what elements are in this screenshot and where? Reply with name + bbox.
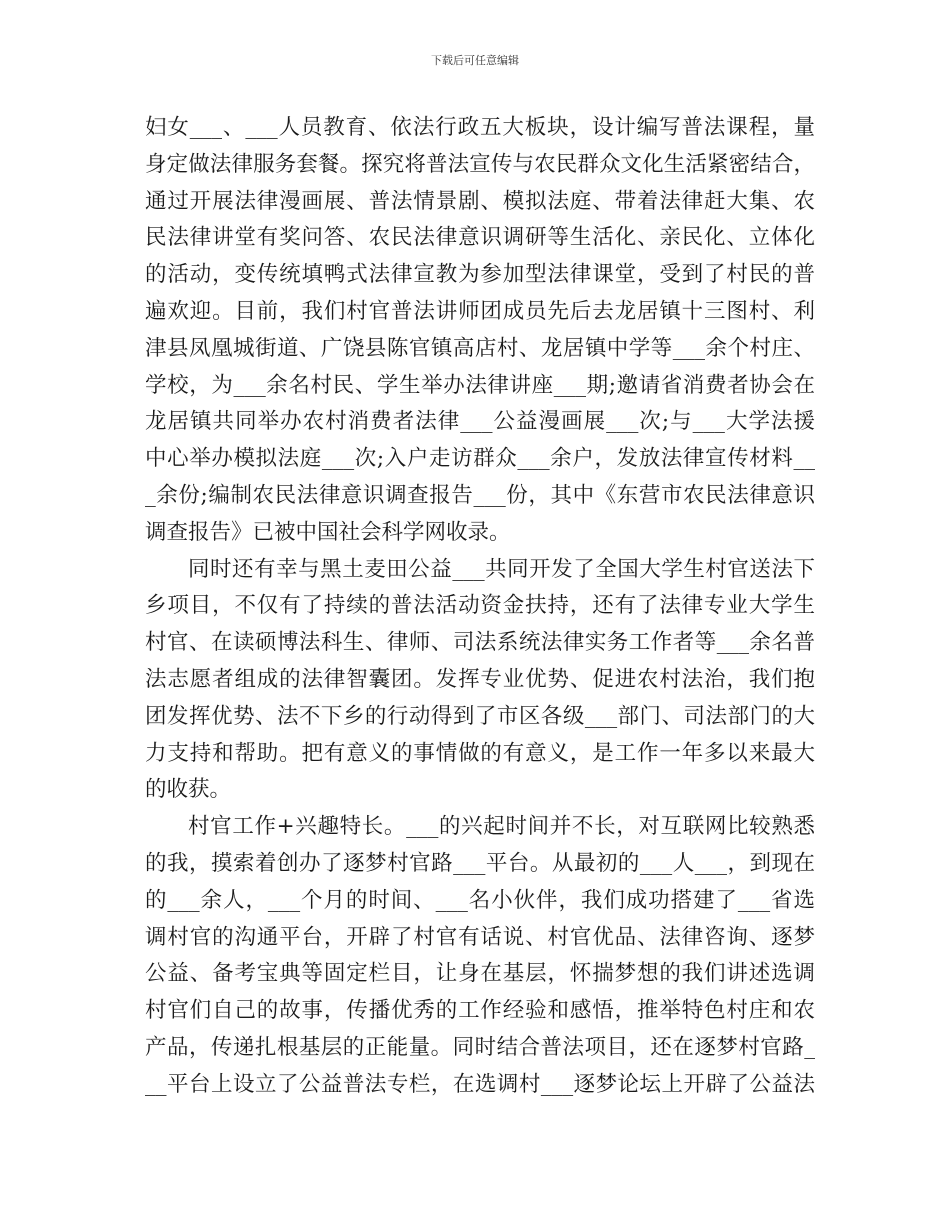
page-header: 下载后可任意编辑: [431, 54, 519, 67]
text-line: 通过开展法律漫画展、普法情景剧、模拟法庭、带着法律赶大集、农: [145, 188, 815, 214]
text-line: 法志愿者组成的法律智囊团。发挥专业优势、促进农村法治，我们抱: [145, 666, 815, 692]
text-line: 团发挥优势、法不下乡的行动得到了市区各级___部门、司法部门的大: [145, 703, 815, 729]
text-line: 产品，传递扎根基层的正能量。同时结合普法项目，还在逐梦村官路_: [145, 1034, 815, 1060]
text-line: 同时还有幸与黑土麦田公益___共同开发了全国大学生村官送法下: [188, 556, 815, 582]
text-line: 身定做法律服务套餐。探究将普法宣传与农民群众文化生活紧密结合，: [145, 151, 815, 177]
text-line: 村官们自己的故事，传播优秀的工作经验和感悟，推举特色村庄和农: [145, 998, 815, 1024]
text-line: 中心举办模拟法庭___次;入户走访群众___余户，发放法律宣传材料__: [145, 446, 815, 472]
text-line: 遍欢迎。目前，我们村官普法讲师团成员先后去龙居镇十三图村、利: [145, 298, 815, 324]
text-line: 公益、备考宝典等固定栏目，让身在基层，怀揣梦想的我们讲述选调: [145, 961, 815, 987]
text-line: __平台上设立了公益普法专栏，在选调村___逐梦论坛上开辟了公益法: [145, 1071, 815, 1097]
text-line: _余份;编制农民法律意识调查报告___份，其中《东营市农民法律意识: [145, 482, 815, 508]
text-line: 龙居镇共同举办农村消费者法律___公益漫画展___次;与___大学法援: [145, 409, 815, 435]
text-line: 调查报告》已被中国社会科学网收录。: [145, 519, 511, 545]
text-line: 的活动，变传统填鸭式法律宣教为参加型法律课堂，受到了村民的普: [145, 262, 815, 288]
text-line: 民法律讲堂有奖问答、农民法律意识调研等生活化、亲民化、立体化: [145, 225, 815, 251]
text-line: 村官、在读硕博法科生、律师、司法系统法律实务工作者等___余名普: [145, 630, 815, 656]
text-line: 的___余人，___个月的时间、___名小伙伴，我们成功搭建了___省选: [145, 887, 815, 913]
text-line: 村官工作+兴趣特长。___的兴起时间并不长，对互联网比较熟悉: [188, 814, 815, 840]
text-line: 津县凤凰城街道、广饶县陈官镇高店村、龙居镇中学等___余个村庄、: [145, 335, 815, 361]
text-line: 力支持和帮助。把有意义的事情做的有意义，是工作一年多以来最大: [145, 740, 815, 766]
text-line: 的收获。: [145, 777, 232, 803]
text-line: 学校，为___余名村民、学生举办法律讲座___期;邀请省消费者协会在: [145, 372, 815, 398]
text-line: 的我，摸索着创办了逐梦村官路___平台。从最初的___人___，到现在: [145, 850, 815, 876]
text-line: 妇女___、___人员教育、依法行政五大板块，设计编写普法课程，量: [145, 115, 815, 140]
paragraph-1: [145, 110, 815, 552]
document-body: [145, 110, 815, 1104]
paragraph-3: [145, 809, 815, 1103]
text-line: 调村官的沟通平台，开辟了村官有话说、村官优品、法律咨询、逐梦: [145, 924, 815, 950]
paragraph-2: [145, 552, 815, 810]
text-line: 乡项目，不仅有了持续的普法活动资金扶持，还有了法律专业大学生: [145, 593, 815, 619]
